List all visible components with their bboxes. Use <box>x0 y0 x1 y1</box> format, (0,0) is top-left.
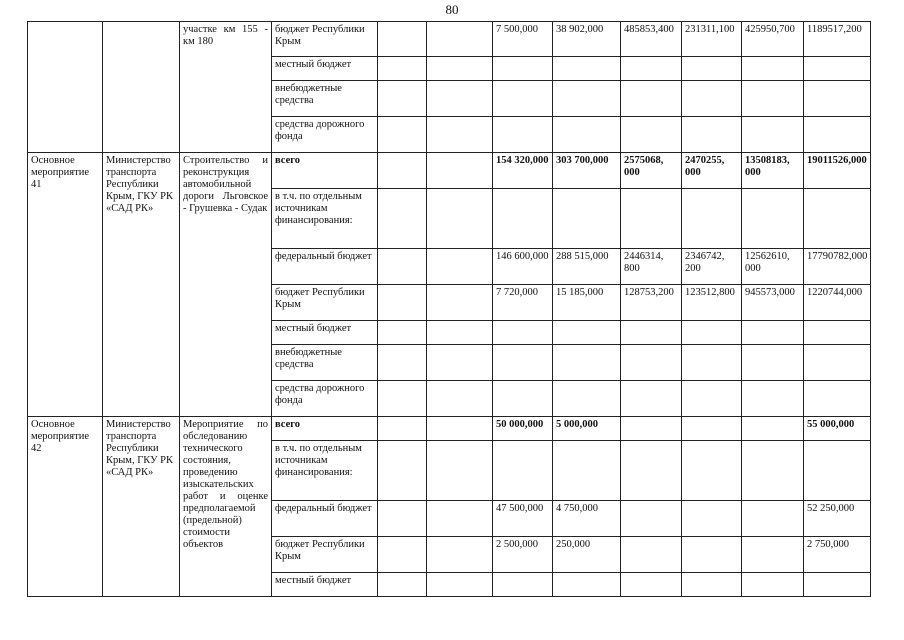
value-cell: 485853,400 <box>621 22 682 57</box>
value-cell: 123512,800 <box>682 285 742 321</box>
source-cell: бюджет Республики Крым <box>272 285 378 321</box>
table-row <box>28 417 871 441</box>
budget-table <box>27 21 871 597</box>
event-cell: Основное мероприятие 41 <box>28 153 103 417</box>
value-cell: 2 750,000 <box>804 537 871 573</box>
value-cell: 250,000 <box>553 537 621 573</box>
executor-cell: Министерство транспорта Республики Крым, ГКУ РК «САД РК» <box>103 153 180 417</box>
value-cell: 288 515,000 <box>553 249 621 285</box>
value-cell: 2575068, 000 <box>621 153 682 189</box>
value-cell: 17790782,000 <box>804 249 871 285</box>
value-cell: 12562610, 000 <box>742 249 804 285</box>
table-row <box>28 153 871 189</box>
value-cell: 128753,200 <box>621 285 682 321</box>
table-row <box>28 22 871 57</box>
source-cell: местный бюджет <box>272 573 378 597</box>
source-cell: в т.ч. по отдельным источникам финансирования: <box>272 441 378 501</box>
source-cell: средства дорожного фонда <box>272 381 378 417</box>
value-cell: 154 320,000 <box>493 153 553 189</box>
value-cell: 4 750,000 <box>553 501 621 537</box>
value-cell: 15 185,000 <box>553 285 621 321</box>
value-cell: 19011526,000 <box>804 153 871 189</box>
object-cell: участке км 155 - км 180 <box>180 22 272 153</box>
value-cell: 1220744,000 <box>804 285 871 321</box>
value-cell: 50 000,000 <box>493 417 553 441</box>
value-cell: 303 700,000 <box>553 153 621 189</box>
value-cell: 425950,700 <box>742 22 804 57</box>
value-cell: 2346742, 200 <box>682 249 742 285</box>
source-cell: внебюджетные средства <box>272 81 378 117</box>
value-cell: 2470255, 000 <box>682 153 742 189</box>
executor-cell: Министерство транспорта Республики Крым, ГКУ РК «САД РК» <box>103 417 180 597</box>
source-cell: бюджет Республики Крым <box>272 22 378 57</box>
source-cell: федеральный бюджет <box>272 501 378 537</box>
source-cell: местный бюджет <box>272 57 378 81</box>
value-cell: 231311,100 <box>682 22 742 57</box>
value-cell: 7 500,000 <box>493 22 553 57</box>
value-cell: 1189517,200 <box>804 22 871 57</box>
value-cell: 55 000,000 <box>804 417 871 441</box>
value-cell: 52 250,000 <box>804 501 871 537</box>
event-cell <box>28 22 103 153</box>
value-cell: 38 902,000 <box>553 22 621 57</box>
source-cell: местный бюджет <box>272 321 378 345</box>
page-number: 80 <box>445 2 459 17</box>
object-cell: Строительство и реконструкция автомобильной дороги Льговское - Грушевка - Судак <box>180 153 272 417</box>
value-cell: 13508183, 000 <box>742 153 804 189</box>
source-cell: федеральный бюджет <box>272 249 378 285</box>
source-cell: всего <box>272 417 378 441</box>
value-cell: 2 500,000 <box>493 537 553 573</box>
value-cell: 47 500,000 <box>493 501 553 537</box>
source-cell: всего <box>272 153 378 189</box>
value-cell: 146 600,000 <box>493 249 553 285</box>
executor-cell <box>103 22 180 153</box>
source-cell: в т.ч. по отдельным источникам финансирования: <box>272 189 378 249</box>
value-cell: 5 000,000 <box>553 417 621 441</box>
empty-cell <box>427 22 493 57</box>
source-cell: бюджет Республики Крым <box>272 537 378 573</box>
source-cell: средства дорожного фонда <box>272 117 378 153</box>
value-cell: 2446314, 800 <box>621 249 682 285</box>
empty-cell <box>378 22 427 57</box>
event-cell: Основное мероприятие 42 <box>28 417 103 597</box>
source-cell: внебюджетные средства <box>272 345 378 381</box>
object-cell: Мероприятие по обследованию технического состояния, проведению изыскательских работ и оценке предполагаемой (предельной) стоимости объектов <box>180 417 272 597</box>
value-cell: 945573,000 <box>742 285 804 321</box>
value-cell: 7 720,000 <box>493 285 553 321</box>
